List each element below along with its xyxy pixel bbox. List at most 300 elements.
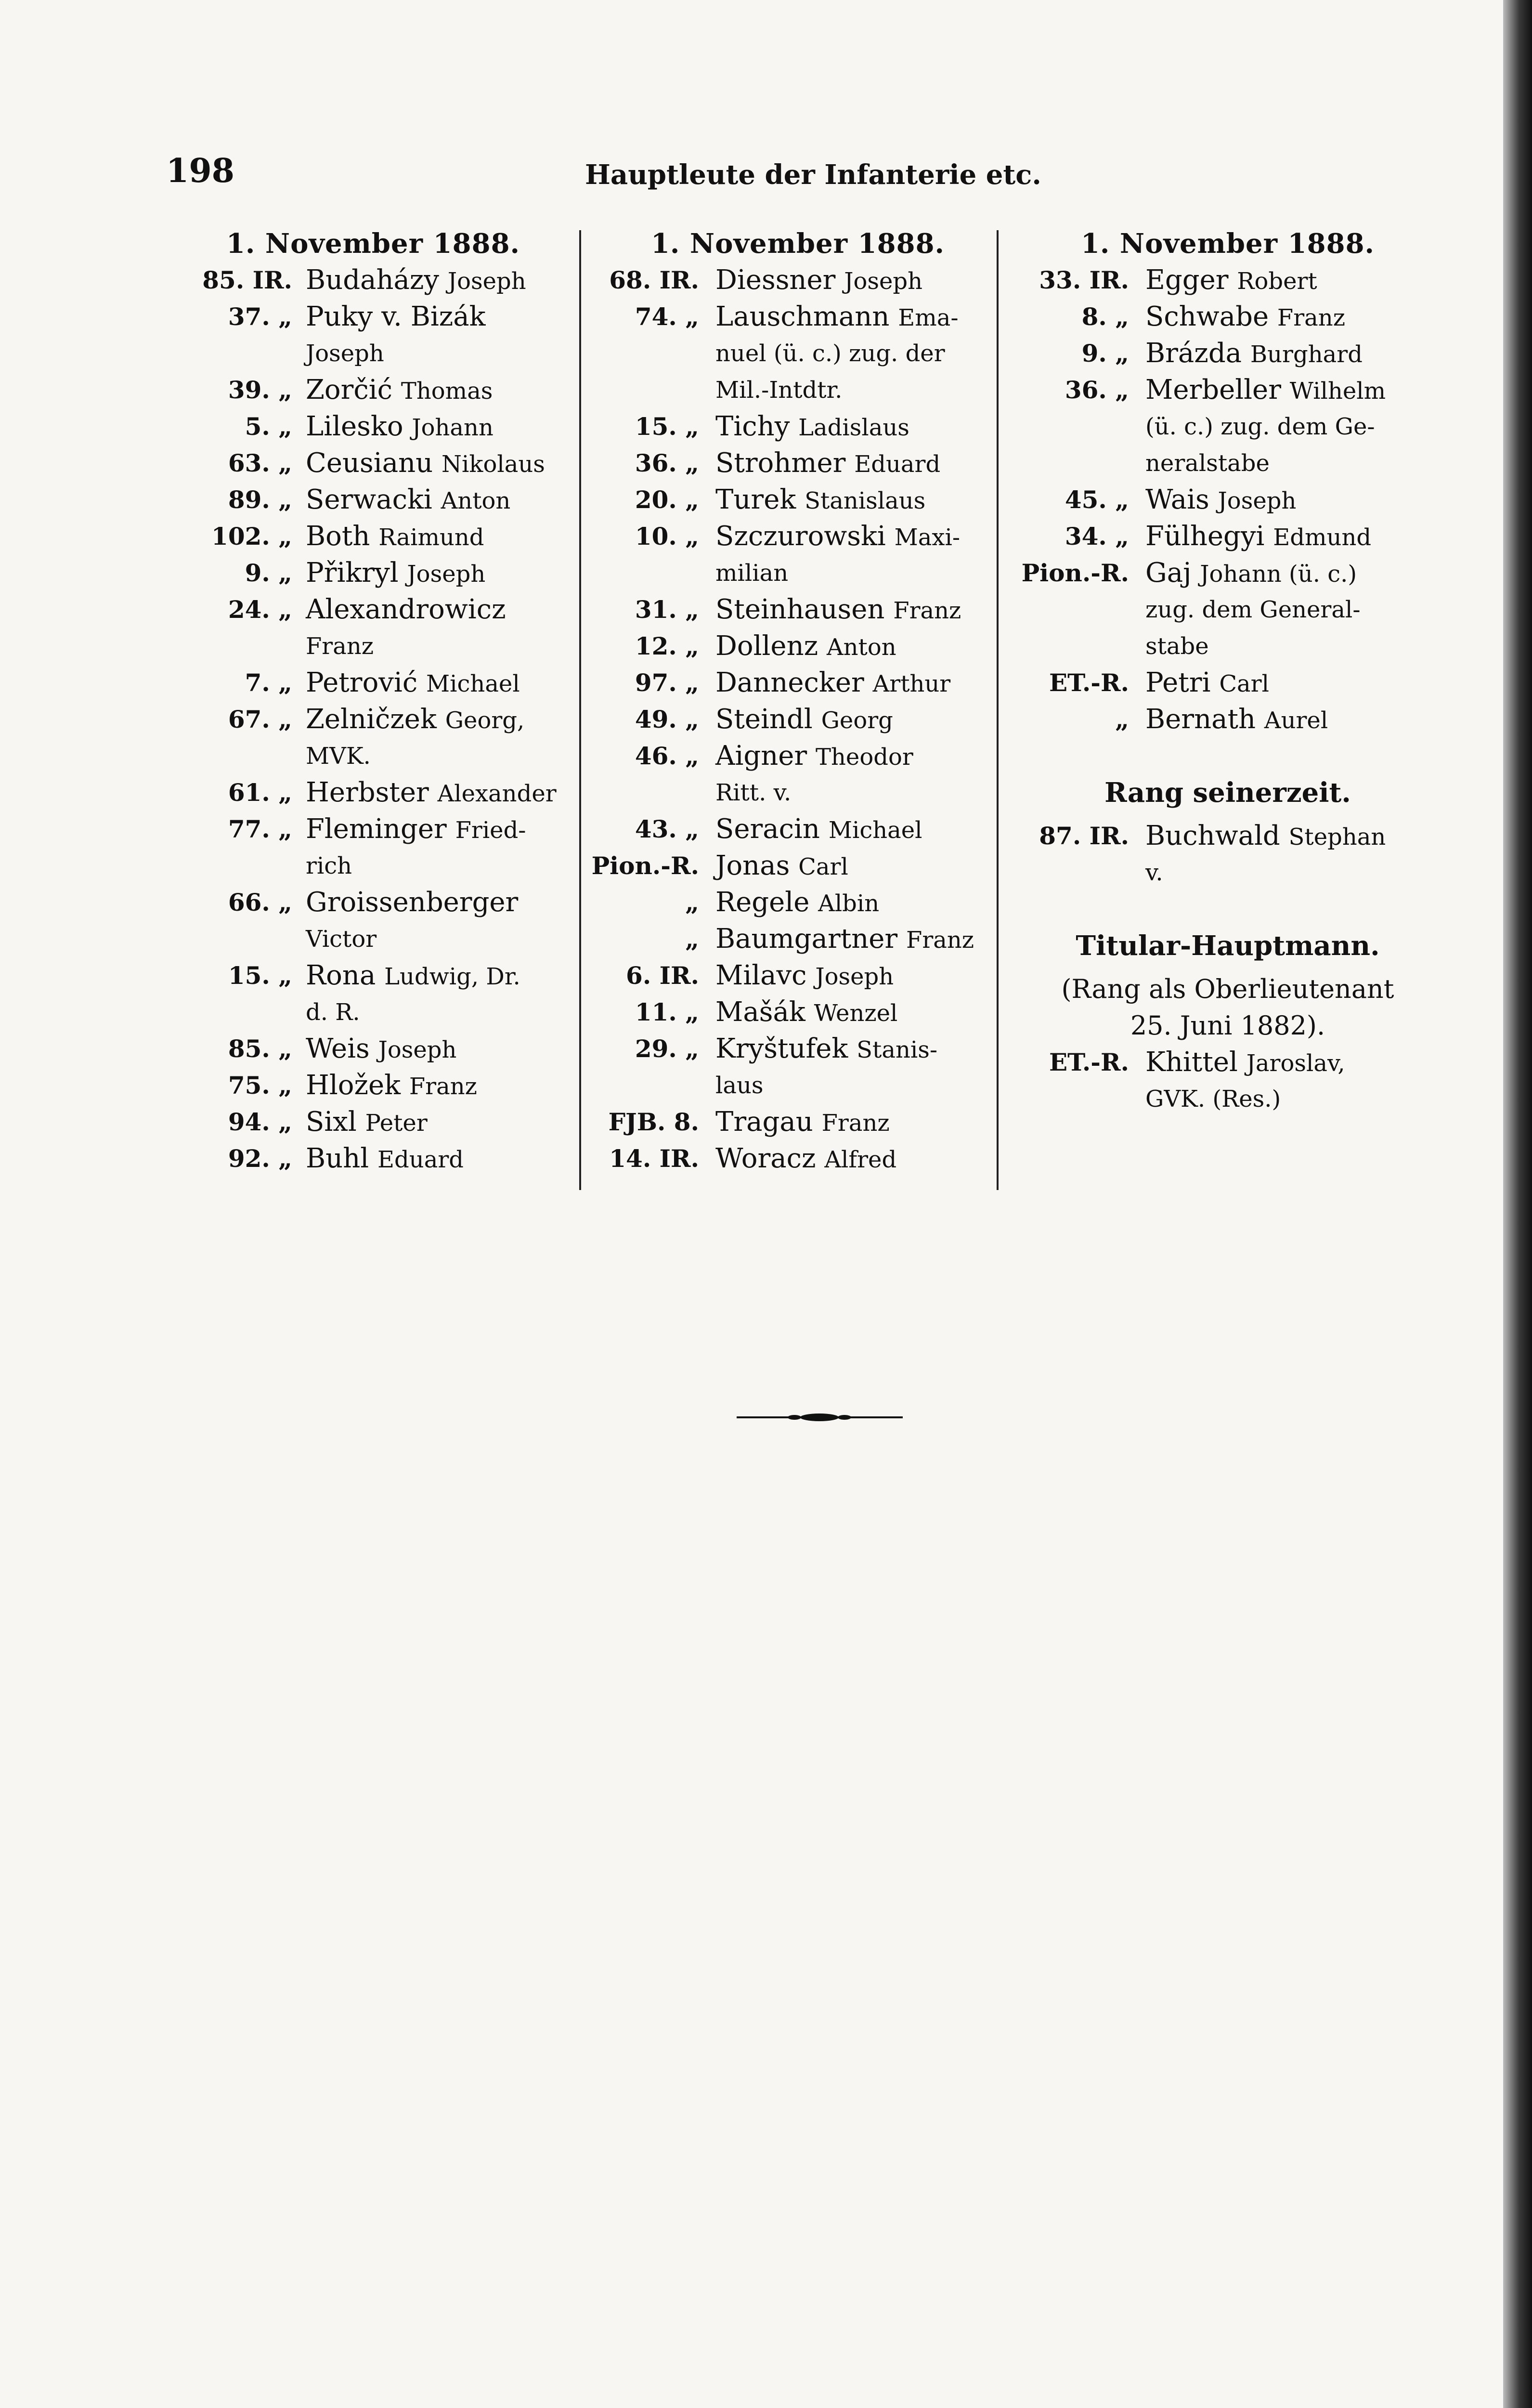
officer-entry	[1013, 262, 1442, 299]
officer-entry	[166, 1104, 580, 1140]
surname: Both	[306, 521, 370, 552]
entry-line	[588, 665, 1007, 701]
surname: Serwacki	[306, 484, 432, 515]
surname: Milavc	[715, 960, 807, 991]
spacer	[1013, 811, 1442, 818]
entry-line	[588, 408, 1007, 445]
spacer	[1013, 964, 1442, 971]
officer-entry	[166, 1140, 580, 1177]
officer-name	[699, 921, 1007, 957]
surname: Steinhausen	[715, 594, 885, 625]
entry-line	[588, 518, 1007, 555]
entry-line	[1013, 1044, 1442, 1081]
officer-entry	[1013, 665, 1442, 701]
given-name: Wenzel	[814, 1000, 898, 1027]
surname: Khittel	[1145, 1047, 1238, 1078]
given-name: Edmund	[1273, 524, 1372, 551]
officer-entry	[166, 262, 580, 299]
officer-entry	[1013, 555, 1442, 665]
given-name: Franz	[906, 927, 974, 954]
surname: Buchwald	[1145, 820, 1280, 851]
officer-name	[699, 408, 1007, 445]
officer-name	[292, 1140, 580, 1177]
officer-entry	[166, 1031, 580, 1067]
given-name: Carl	[798, 853, 848, 880]
unit-number: 9. „	[245, 559, 292, 587]
surname: Tichy	[715, 411, 790, 442]
unit-number: 14. IR.	[609, 1144, 699, 1173]
surname: Dollenz	[715, 630, 818, 662]
unit-number: 66. „	[228, 888, 292, 916]
surname: Hložek	[306, 1070, 401, 1101]
rank-note-line: (Rang als Oberlieutenant	[1061, 974, 1394, 1004]
entry-line	[1013, 665, 1442, 701]
given-name: Johann (ü. c.)	[1200, 561, 1357, 588]
officer-name	[292, 1067, 580, 1104]
continuation-line: Franz	[306, 633, 374, 660]
entry-line	[166, 482, 580, 518]
column-heading: 1. November 1888.	[1080, 228, 1375, 260]
given-name: Michael	[828, 817, 922, 844]
unit-number: 10. „	[635, 522, 699, 550]
officer-name	[1129, 665, 1442, 701]
officer-name	[292, 774, 580, 811]
surname: Strohmer	[715, 447, 846, 479]
given-name: Albin	[818, 890, 880, 917]
officer-entry	[588, 445, 1007, 482]
officer-name	[292, 811, 580, 848]
column-2	[588, 225, 1007, 1177]
entry-line	[588, 921, 1007, 957]
entry-line	[1013, 701, 1442, 738]
officer-entry	[166, 408, 580, 445]
surname: Fülhegyi	[1145, 521, 1265, 552]
given-name: Franz	[893, 597, 961, 624]
entry-line	[166, 591, 580, 628]
officer-name	[699, 482, 1007, 518]
given-name: Franz	[409, 1073, 477, 1100]
given-name: Joseph	[407, 561, 486, 588]
unit-number: FJB. 8.	[608, 1108, 699, 1136]
surname: Alexandrowicz	[306, 594, 506, 625]
surname: Groissenberger	[306, 887, 519, 918]
surname: Tragau	[715, 1106, 813, 1138]
surname: Wais	[1145, 484, 1209, 515]
spacer	[1013, 891, 1442, 928]
continuation-line: rich	[306, 852, 352, 879]
continuation-line: nuel (ü. c.) zug. der	[715, 340, 945, 367]
officer-entry	[588, 848, 1007, 884]
entry-line	[588, 262, 1007, 299]
continuation-line: laus	[715, 1072, 764, 1099]
entry-line	[588, 628, 1007, 665]
given-name: Michael	[426, 670, 520, 697]
entry-line	[588, 1104, 1007, 1140]
entry-line	[166, 1140, 580, 1177]
section-heading-rang: Rang seinerzeit.	[1104, 777, 1351, 809]
officer-name	[1129, 518, 1442, 555]
entry-line	[588, 482, 1007, 518]
unit-number: 68. IR.	[609, 266, 699, 294]
given-name: Theodor	[816, 744, 913, 771]
surname: Rona	[306, 960, 376, 991]
given-name: Nikolaus	[441, 451, 545, 478]
continuation-line: MVK.	[306, 743, 371, 770]
surname: Fleminger	[306, 813, 447, 845]
unit-number: 49. „	[635, 705, 699, 733]
entry-line	[166, 408, 580, 445]
officer-name	[699, 884, 1007, 921]
surname: Gaj	[1145, 557, 1192, 589]
column-heading: 1. November 1888.	[650, 228, 945, 260]
officer-name	[1129, 1044, 1442, 1081]
officer-name	[699, 701, 1007, 738]
entry-line	[166, 774, 580, 811]
continuation-line: (ü. c.) zug. dem Ge-	[1145, 413, 1375, 440]
officer-name	[699, 1031, 1007, 1067]
unit-number: 15. „	[635, 412, 699, 441]
given-name: Stephan	[1288, 824, 1386, 851]
officer-name	[1129, 482, 1442, 518]
officer-name	[292, 591, 580, 628]
entry-line	[166, 445, 580, 482]
surname: Zelničzek	[306, 704, 437, 735]
ornament-divider	[737, 1413, 903, 1422]
column-heading: 1. November 1888.	[226, 228, 520, 260]
unit-number: 94. „	[228, 1108, 292, 1136]
officer-name	[1129, 335, 1442, 372]
officer-name	[699, 1104, 1007, 1140]
unit-number: 31. „	[635, 595, 699, 624]
entry-list	[1013, 818, 1442, 891]
entry-line	[166, 1104, 580, 1140]
given-name: Ema-	[898, 304, 959, 331]
entry-line	[166, 299, 580, 335]
surname: Szczurowski	[715, 521, 886, 552]
unit-number: 97. „	[635, 668, 699, 697]
officer-entry	[166, 1067, 580, 1104]
given-name: Joseph	[447, 268, 526, 295]
column-3	[1013, 225, 1442, 1117]
given-name: Eduard	[854, 451, 941, 478]
officer-name	[699, 628, 1007, 665]
officer-entry	[588, 665, 1007, 701]
surname: Woracz	[715, 1143, 816, 1174]
surname: Kryštufek	[715, 1033, 848, 1064]
officer-name	[699, 665, 1007, 701]
entry-line	[588, 738, 1007, 774]
entry-line	[588, 884, 1007, 921]
given-name: Arthur	[872, 670, 951, 697]
officer-entry	[166, 372, 580, 408]
unit-number: „	[685, 888, 699, 916]
officer-name	[1129, 701, 1442, 738]
unit-number: 92. „	[228, 1144, 292, 1173]
officer-entry	[166, 482, 580, 518]
surname: Ceusianu	[306, 447, 433, 479]
entry-line	[166, 884, 580, 921]
officer-entry	[588, 628, 1007, 665]
officer-name	[1129, 262, 1442, 299]
officer-name	[292, 884, 580, 921]
unit-number: 36. „	[635, 449, 699, 477]
given-name: Peter	[365, 1110, 428, 1137]
officer-entry	[588, 811, 1007, 848]
unit-number: 33. IR.	[1039, 266, 1129, 294]
unit-number: 39. „	[228, 376, 292, 404]
entry-line	[166, 555, 580, 591]
given-name: Raimund	[378, 524, 484, 551]
surname: Petri	[1145, 667, 1211, 698]
officer-name	[699, 994, 1007, 1031]
continuation-line: neralstabe	[1145, 450, 1270, 477]
officer-entry	[166, 701, 580, 774]
officer-entry	[588, 591, 1007, 628]
unit-number: 5. „	[245, 412, 292, 441]
given-name: Alexander	[437, 780, 557, 807]
page-right-edge	[1503, 0, 1532, 2408]
officer-name	[292, 1104, 580, 1140]
entry-line	[1013, 518, 1442, 555]
officer-name	[1129, 372, 1442, 408]
unit-number: „	[1115, 705, 1129, 733]
entry-line	[1013, 372, 1442, 408]
entry-line	[1013, 555, 1442, 591]
officer-entry	[166, 774, 580, 811]
unit-number: 37. „	[228, 302, 292, 331]
page-number: 198	[166, 152, 234, 190]
entry-line	[588, 848, 1007, 884]
entry-line	[166, 701, 580, 738]
continuation-line: milian	[715, 560, 789, 587]
given-name: Alfred	[824, 1146, 897, 1173]
continuation-line: Victor	[306, 926, 377, 953]
officer-entry	[588, 408, 1007, 445]
section-heading-titular: Titular-Hauptmann.	[1076, 930, 1380, 962]
officer-entry	[588, 262, 1007, 299]
surname: Dannecker	[715, 667, 864, 698]
unit-number: 7. „	[245, 668, 292, 697]
officer-name	[1129, 555, 1442, 591]
surname: Aigner	[715, 740, 807, 772]
officer-name	[292, 299, 580, 335]
unit-number: 61. „	[228, 778, 292, 807]
officer-name	[292, 372, 580, 408]
unit-number: 29. „	[635, 1034, 699, 1063]
entry-line	[588, 1031, 1007, 1067]
surname: Egger	[1145, 264, 1229, 296]
officer-entry	[166, 518, 580, 555]
unit-number: 11. „	[635, 998, 699, 1026]
entry-line	[166, 811, 580, 848]
given-name: Joseph	[815, 963, 894, 990]
entry-line	[588, 591, 1007, 628]
entry-line	[588, 994, 1007, 1031]
officer-entry	[166, 299, 580, 372]
officer-name	[292, 1031, 580, 1067]
surname: Přikryl	[306, 557, 399, 589]
officer-entry	[588, 518, 1007, 591]
entry-list	[1013, 1044, 1442, 1117]
officer-name	[699, 957, 1007, 994]
entry-line	[166, 372, 580, 408]
officer-name	[699, 591, 1007, 628]
unit-number: Pion.-R.	[1021, 559, 1129, 587]
given-name: Joseph	[378, 1036, 457, 1063]
officer-name	[699, 848, 1007, 884]
given-name: Wilhelm	[1289, 378, 1386, 405]
officer-entry	[588, 1031, 1007, 1104]
given-name: Franz	[1277, 304, 1345, 331]
entry-line	[166, 1031, 580, 1067]
officer-name	[699, 262, 1007, 299]
officer-name	[292, 445, 580, 482]
continuation-line: Joseph	[306, 340, 384, 367]
unit-number: 63. „	[228, 449, 292, 477]
officer-name	[699, 1140, 1007, 1177]
officer-entry	[588, 1104, 1007, 1140]
given-name: Maxi-	[894, 524, 961, 551]
officer-name	[292, 482, 580, 518]
officer-name	[1129, 299, 1442, 335]
entry-line	[166, 665, 580, 701]
surname: Seracin	[715, 813, 820, 845]
unit-number: 9. „	[1081, 339, 1129, 367]
entry-list	[588, 262, 1007, 1177]
given-name: Aurel	[1264, 707, 1328, 734]
surname: Lilesko	[306, 411, 403, 442]
surname: Diessner	[715, 264, 836, 296]
officer-name	[699, 445, 1007, 482]
officer-name	[292, 555, 580, 591]
entry-line	[166, 262, 580, 299]
entry-line	[1013, 299, 1442, 335]
given-name: Stanis-	[857, 1036, 938, 1063]
unit-number: 46. „	[635, 742, 699, 770]
surname: Steindl	[715, 704, 813, 735]
continuation-line: Mil.-Intdtr.	[715, 377, 843, 404]
unit-number: 12. „	[635, 632, 699, 660]
officer-entry	[1013, 482, 1442, 518]
entry-line	[588, 701, 1007, 738]
officer-entry	[166, 555, 580, 591]
unit-number: „	[685, 925, 699, 953]
unit-number: 87. IR.	[1039, 822, 1129, 850]
unit-number: 34. „	[1065, 522, 1129, 550]
unit-number: 89. „	[228, 485, 292, 514]
continuation-line: v.	[1145, 859, 1163, 886]
given-name: Carl	[1219, 670, 1269, 697]
officer-name	[292, 262, 580, 299]
officer-name	[292, 518, 580, 555]
unit-number: 6. IR.	[626, 961, 699, 990]
unit-number: 43. „	[635, 815, 699, 843]
unit-number: 24. „	[228, 595, 292, 624]
given-name: Stanislaus	[805, 487, 926, 514]
surname: Regele	[715, 887, 810, 918]
given-name: Georg	[821, 707, 893, 734]
entry-list	[166, 262, 580, 1177]
rank-note-line: 25. Juni 1882).	[1130, 1010, 1325, 1041]
officer-name	[292, 408, 580, 445]
surname: Brázda	[1145, 338, 1242, 369]
unit-number: 75. „	[228, 1071, 292, 1099]
officer-entry	[588, 1140, 1007, 1177]
officer-entry	[588, 921, 1007, 957]
unit-number: ET.-R.	[1049, 1048, 1129, 1076]
unit-number: 85. IR.	[202, 266, 292, 294]
officer-name	[699, 299, 1007, 335]
officer-entry	[1013, 701, 1442, 738]
surname: Mašák	[715, 996, 805, 1028]
officer-entry	[588, 701, 1007, 738]
officer-name	[699, 518, 1007, 555]
entry-line	[166, 957, 580, 994]
officer-entry	[588, 299, 1007, 408]
continuation-line: zug. dem General-	[1145, 596, 1361, 623]
officer-entry	[1013, 1044, 1442, 1117]
given-name: Anton	[441, 487, 511, 514]
surname: Merbeller	[1145, 374, 1281, 406]
continuation-line: stabe	[1145, 633, 1209, 660]
given-name: Burghard	[1250, 341, 1363, 368]
officer-entry	[588, 884, 1007, 921]
officer-entry	[166, 665, 580, 701]
surname: Buhl	[306, 1143, 369, 1174]
continuation-line: GVK. (Res.)	[1145, 1086, 1281, 1112]
officer-entry	[1013, 335, 1442, 372]
surname: Weis	[306, 1033, 370, 1064]
unit-number: 8. „	[1081, 302, 1129, 331]
officer-name	[292, 665, 580, 701]
unit-number: 45. „	[1065, 485, 1129, 514]
surname: Budaházy	[306, 264, 440, 296]
officer-name	[292, 957, 580, 994]
running-head: Hauptleute der Infanterie etc.	[585, 159, 1041, 191]
given-name: Robert	[1237, 268, 1317, 295]
surname: Schwabe	[1145, 301, 1269, 332]
surname: Puky v. Bizák	[306, 301, 486, 332]
officer-entry	[166, 591, 580, 665]
given-name: Fried-	[455, 817, 526, 844]
surname: Petrović	[306, 667, 418, 698]
surname: Baumgartner	[715, 923, 898, 955]
entry-line	[1013, 482, 1442, 518]
entry-line	[166, 518, 580, 555]
officer-name	[1129, 818, 1442, 854]
given-name: Franz	[821, 1110, 890, 1137]
given-name: Georg,	[445, 707, 525, 734]
unit-number: 36. „	[1065, 376, 1129, 404]
given-name: Eduard	[377, 1146, 464, 1173]
entry-list	[1013, 262, 1442, 738]
given-name: Joseph	[1218, 487, 1297, 514]
entry-line	[1013, 262, 1442, 299]
column-1	[166, 225, 580, 1177]
unit-number: 77. „	[228, 815, 292, 843]
given-name: Ludwig, Dr.	[384, 963, 520, 990]
officer-entry	[166, 445, 580, 482]
unit-number: 67. „	[228, 705, 292, 733]
officer-entry	[1013, 818, 1442, 891]
surname: Turek	[715, 484, 796, 515]
given-name: Ladislaus	[798, 414, 909, 441]
surname: Sixl	[306, 1106, 357, 1138]
unit-number: 20. „	[635, 485, 699, 514]
officer-entry	[588, 482, 1007, 518]
unit-number: 15. „	[228, 961, 292, 990]
entry-line	[588, 957, 1007, 994]
